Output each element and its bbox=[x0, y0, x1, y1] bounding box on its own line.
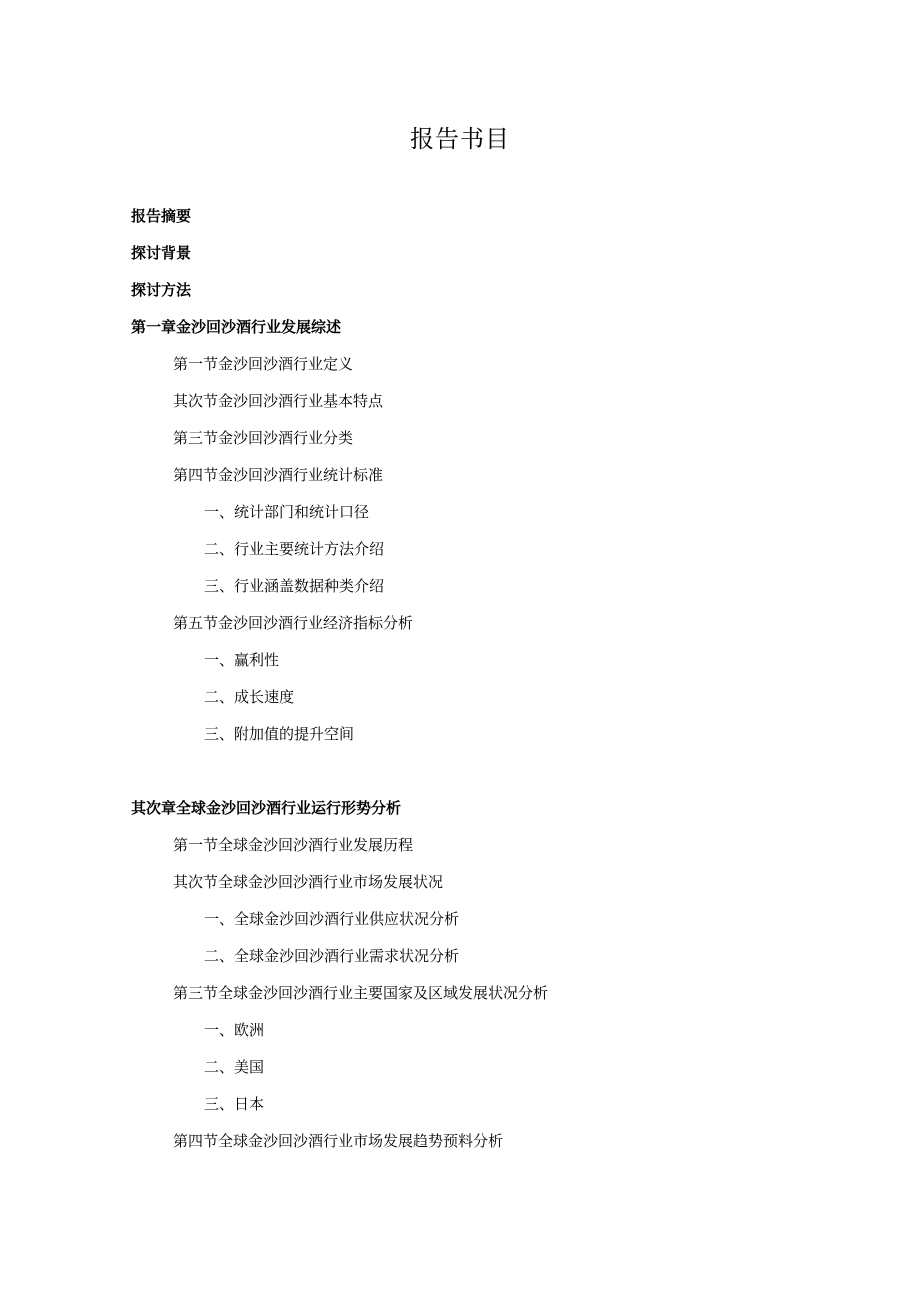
toc-subsection: 三、日本 bbox=[204, 1095, 265, 1113]
toc-chapter-2-section-4: 第四节全球金沙回沙酒行业市场发展趋势预料分析 bbox=[173, 1132, 504, 1150]
toc-entry-research-method: 探讨方法 bbox=[131, 281, 192, 299]
toc-chapter-2-section-2: 其次节全球金沙回沙酒行业市场发展状况 bbox=[173, 873, 444, 891]
toc-chapter-2-section-1: 第一节全球金沙回沙酒行业发展历程 bbox=[173, 836, 414, 854]
toc-subsection: 二、行业主要统计方法介绍 bbox=[204, 540, 385, 558]
toc-chapter-1-section-5: 第五节金沙回沙酒行业经济指标分析 bbox=[173, 614, 414, 632]
toc-subsection: 一、欧洲 bbox=[204, 1021, 265, 1039]
toc-chapter-1-section-3: 第三节金沙回沙酒行业分类 bbox=[173, 429, 354, 447]
toc-subsection: 三、行业涵盖数据种类介绍 bbox=[204, 577, 385, 595]
page-title: 报告书目 bbox=[410, 125, 510, 153]
toc-chapter-1: 第一章金沙回沙酒行业发展综述 bbox=[131, 318, 342, 336]
toc-subsection: 二、美国 bbox=[204, 1058, 265, 1076]
toc-entry-report-summary: 报告摘要 bbox=[131, 207, 192, 225]
toc-chapter-2: 其次章全球金沙回沙酒行业运行形势分析 bbox=[131, 799, 402, 817]
toc-chapter-2-section-3: 第三节全球金沙回沙酒行业主要国家及区域发展状况分析 bbox=[173, 984, 549, 1002]
toc-subsection: 三、附加值的提升空间 bbox=[204, 725, 355, 743]
toc-chapter-1-section-4: 第四节金沙回沙酒行业统计标准 bbox=[173, 466, 384, 484]
toc-chapter-1-section-1: 第一节金沙回沙酒行业定义 bbox=[173, 355, 354, 373]
toc-subsection: 一、统计部门和统计口径 bbox=[204, 503, 370, 521]
toc-subsection: 一、全球金沙回沙酒行业供应状况分析 bbox=[204, 910, 460, 928]
toc-entry-research-background: 探讨背景 bbox=[131, 244, 192, 262]
toc-subsection: 二、成长速度 bbox=[204, 688, 295, 706]
toc-chapter-1-section-2: 其次节金沙回沙酒行业基本特点 bbox=[173, 392, 384, 410]
toc-subsection: 二、全球金沙回沙酒行业需求状况分析 bbox=[204, 947, 460, 965]
toc-subsection: 一、赢利性 bbox=[204, 651, 280, 669]
